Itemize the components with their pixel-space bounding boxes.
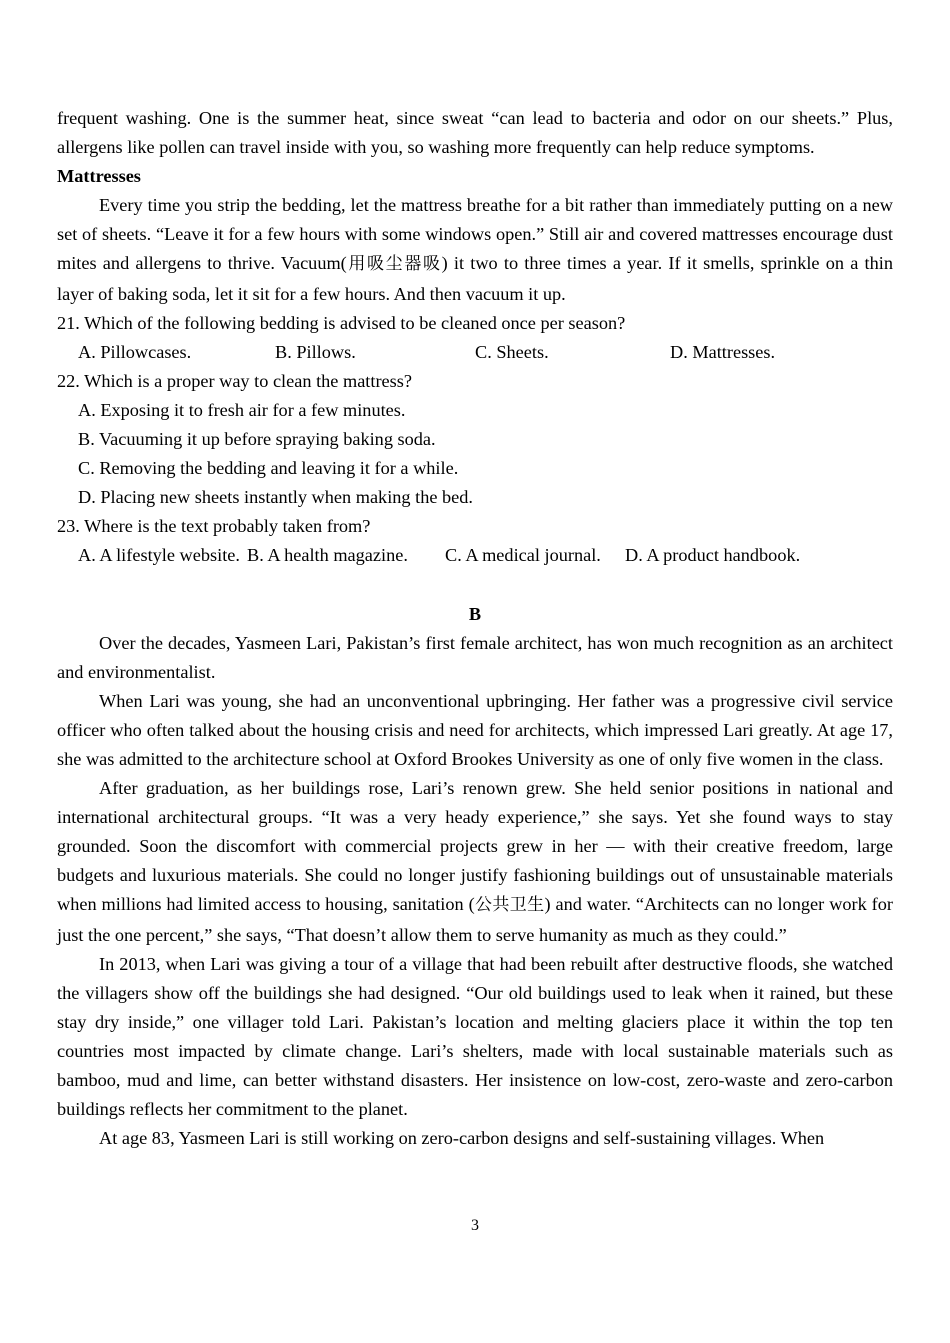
passage-b-paragraph-4: In 2013, when Lari was giving a tour of a village that had been rebuilt after destructive floods, she watched the villagers show off the buildings she had designed. “Our old buildings used to leak when it rained, but these stay dry inside,” one villager told Lari. Pakistan’s location and melting glaciers place it within the top ten countries most impacted by climate change. Lari’s shelters, made with local sustainable materials such as bamboo, mud and lime, can better withstand disasters. Her insistence on low-cost, zero-waste and zero-carbon buildings reflects her commitment to the planet.: [57, 953, 893, 1120]
question-21-options: [57, 338, 893, 367]
question-22-stem: 22. Which is a proper way to clean the mattress?: [57, 370, 413, 391]
question-22-option-a[interactable]: A. Exposing it to fresh air for a few minutes.: [78, 399, 406, 420]
passage-a-continuation-paragraph: frequent washing. One is the summer heat, since sweat “can lead to bacteria and odor on our sheets.” Plus, allergens like pollen can travel inside with you, so washing more frequently can help reduce symptoms.: [57, 108, 893, 158]
passage-b-paragraph-2: When Lari was young, she had an unconventional upbringing. Her father was a progressive civil service officer who often talked about the housing crisis and need for architects, which impressed Lari greatly. At age 17, she was admitted to the architecture school at Oxford Brookes University as one of only five women in the class.: [57, 690, 893, 769]
question-22-option-c[interactable]: C. Removing the bedding and leaving it for a while.: [78, 458, 459, 479]
passage-b-paragraph-3-part1: After graduation, as her buildings rose, Lari’s renown grew. She held senior positions in national and international architectural groups. “It was a very heady experience,” she says. Yet she found ways to stay grounded. Soon the discomfort with commercial projects grew in her — with their creative freedom, large budgets and luxurious materials. She could no longer justify fashioning buildings out of unsustainable materials when millions had limited access to housing, sanitation (: [57, 778, 893, 915]
passage-b-section-label: B: [468, 603, 482, 624]
question-21-stem: 21. Which of the following bedding is advised to be cleaned once per season?: [57, 312, 626, 333]
chinese-gloss-vacuum: 用吸尘器吸: [346, 254, 442, 275]
question-23-option-d[interactable]: D. A product handbook.: [625, 545, 801, 566]
question-21-option-c[interactable]: C. Sheets.: [475, 341, 549, 362]
question-23-options: [57, 541, 893, 570]
mattresses-paragraph-part1: Every time you strip the bedding, let the mattress breathe for a bit rather than immediately putting on a new set of sheets. “Leave it for a few hours with some windows open.” Still air and covered mattresses encourage dust mites and allergens to thrive. Vacuum(: [57, 195, 893, 274]
question-21-option-b[interactable]: B. Pillows.: [275, 341, 356, 362]
question-22-option-b[interactable]: B. Vacuuming it up before spraying baking soda.: [78, 429, 436, 450]
question-23-option-c[interactable]: C. A medical journal.: [445, 545, 601, 566]
question-23-stem: 23. Where is the text probably taken from?: [57, 516, 371, 537]
page-number: 3: [471, 1217, 479, 1234]
question-23-option-a[interactable]: A. A lifestyle website.: [78, 545, 240, 566]
subheading-mattresses: Mattresses: [57, 166, 141, 187]
passage-b-paragraph-5: At age 83, Yasmeen Lari is still working on zero-carbon designs and self-sustaining villages. When: [99, 1128, 825, 1149]
passage-b-paragraph-3: [57, 774, 893, 950]
chinese-gloss-sanitation: 公共卫生: [474, 895, 545, 916]
passage-b-paragraph-1: Over the decades, Yasmeen Lari, Pakistan’s first female architect, has won much recognition as an architect and environmentalist.: [57, 632, 893, 682]
question-22-option-d[interactable]: D. Placing new sheets instantly when making the bed.: [78, 487, 474, 508]
question-21-option-d[interactable]: D. Mattresses.: [670, 341, 776, 362]
mattresses-paragraph-part2: ) it two to three times a year. If it smells, sprinkle on a thin layer of baking soda, let it sit for a few hours. And then vacuum it up.: [57, 253, 893, 304]
section-gap: [57, 571, 893, 600]
question-23-option-b[interactable]: B. A health magazine.: [247, 545, 408, 566]
passage-b-paragraph-3-part2: ) and water. “Architects can no longer work for just the one percent,” she says, “That doesn’t allow them to serve humanity as much as they could.”: [57, 894, 894, 945]
mattresses-paragraph: [57, 191, 893, 308]
question-21-option-a[interactable]: A. Pillowcases.: [78, 341, 192, 362]
page-text-body: [57, 104, 893, 1153]
